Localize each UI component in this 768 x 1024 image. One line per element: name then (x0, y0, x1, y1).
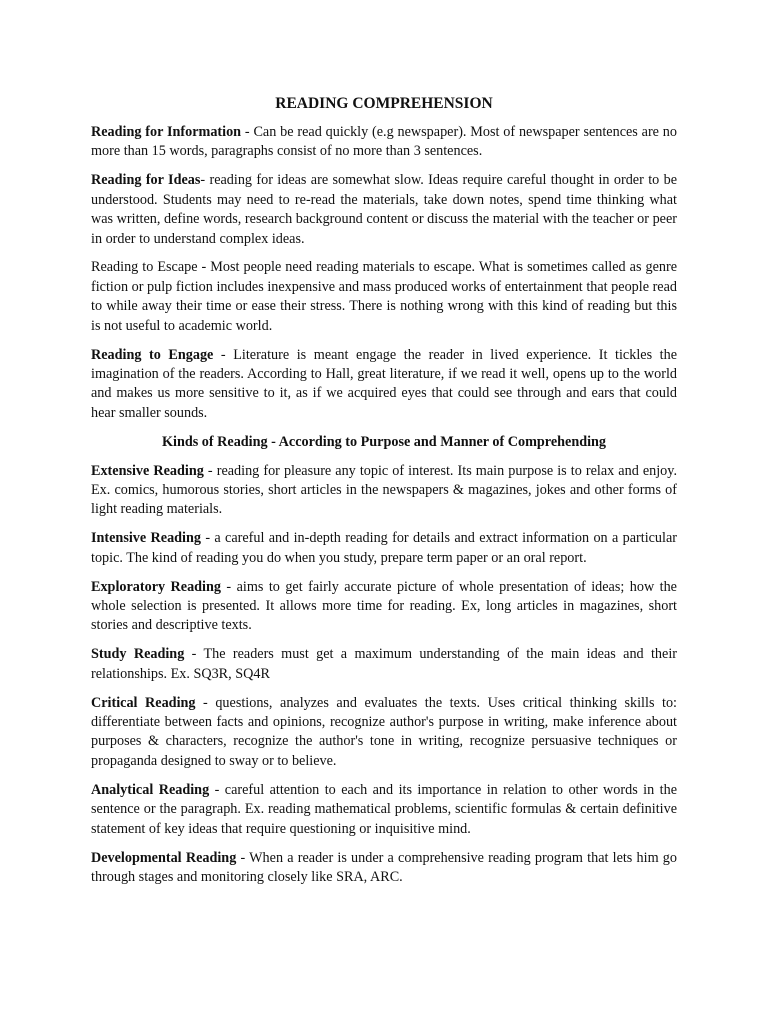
definition-extensive-reading: - reading for pleasure any topic of interest. Its main purpose is to relax and enjoy. Ex. comics, humorous stories, short articles in the newspapers & magazines, jokes and other forms of light reading materials. (91, 462, 677, 518)
paragraph-reading-for-ideas (91, 171, 677, 249)
paragraph-study-reading (91, 645, 677, 684)
paragraph-exploratory-reading (91, 578, 677, 636)
term-extensive-reading: Extensive Reading (91, 462, 204, 479)
paragraph-extensive-reading (91, 462, 677, 520)
section-heading-kinds-of-reading: Kinds of Reading - According to Purpose and Manner of Comprehending (161, 433, 607, 450)
term-analytical-reading: Analytical Reading (91, 781, 210, 798)
definition-analytical-reading: - careful attention to each and its importance in relation to other words in the sentence or the paragraph. Ex. reading mathematical problems, scientific formulas & certain definitive statement of key ideas that require questioning or inquisitive mind. (91, 781, 677, 837)
definition-reading-to-engage: - Literature is meant engage the reader in lived experience. It tickles the imagination of the readers. According to Hall, great literature, if we read it well, opens up to the world and makes us more sensitive to it, as if we acquired eyes that could see through and ears that could hear smaller sounds. (91, 346, 677, 421)
term-intensive-reading: Intensive Reading (91, 530, 201, 547)
term-reading-for-information: Reading for Information (91, 124, 242, 140)
paragraph-critical-reading (91, 694, 677, 772)
definition-exploratory-reading: - aims to get fairly accurate picture of whole presentation of ideas; how the whole selection is presented. It allows more time for reading. Ex, long articles in magazines, short stories and descriptive texts. (91, 578, 677, 634)
term-exploratory-reading: Exploratory Reading (91, 578, 221, 595)
definition-reading-for-information: - Can be read quickly (e.g newspaper). Most of newspaper sentences are no more than 15 words, paragraphs consist of no more than 3 sentences. (91, 124, 677, 160)
document-page (91, 94, 677, 897)
paragraph-reading-to-escape (91, 258, 677, 336)
paragraph-reading-for-information (91, 123, 677, 162)
term-developmental-reading: Developmental Reading (91, 849, 237, 866)
term-reading-for-ideas: Reading for Ideas (91, 172, 201, 189)
paragraph-analytical-reading (91, 781, 677, 839)
definition-developmental-reading: - When a reader is under a comprehensive reading program that lets him go through stages and monitoring closely like SRA, ARC. (91, 849, 677, 885)
term-study-reading: Study Reading (91, 646, 185, 663)
paragraph-reading-to-engage (91, 346, 677, 424)
definition-intensive-reading: - a careful and in-depth reading for details and extract information on a particular topic. The kind of reading you do when you study, prepare term paper or an oral report. (91, 530, 677, 566)
paragraph-developmental-reading (91, 849, 677, 888)
paragraph-intensive-reading (91, 529, 677, 568)
definition-reading-to-escape: Reading to Escape - Most people need reading materials to escape. What is sometimes called as genre fiction or pulp fiction includes inexpensive and mass produced works of entertainment that people read to while away their time or ease their stress. There is nothing wrong with this kind of reading but this is not useful to academic world. (91, 259, 677, 334)
term-reading-to-engage: Reading to Engage (91, 346, 214, 363)
definition-critical-reading: - questions, analyzes and evaluates the texts. Uses critical thinking skills to: differentiate between facts and opinions, recognize author's purpose in writing, make inference about purposes & characters, recognize the author's tone in writing, recognize persuasive techniques or propaganda designed to sway or to believe. (91, 694, 677, 769)
definition-reading-for-ideas: - reading for ideas are somewhat slow. Ideas require careful thought in order to be understood. Students may need to re-read the materials, take down notes, spend time thinking what was written, define words, research background content or discuss the material with the teacher or peer in order to understand complex ideas. (91, 172, 677, 247)
page-title: READING COMPREHENSION (275, 95, 493, 112)
term-critical-reading: Critical Reading (91, 694, 196, 711)
definition-study-reading: - The readers must get a maximum understanding of the main ideas and their relationships. Ex. SQ3R, SQ4R (91, 646, 677, 682)
